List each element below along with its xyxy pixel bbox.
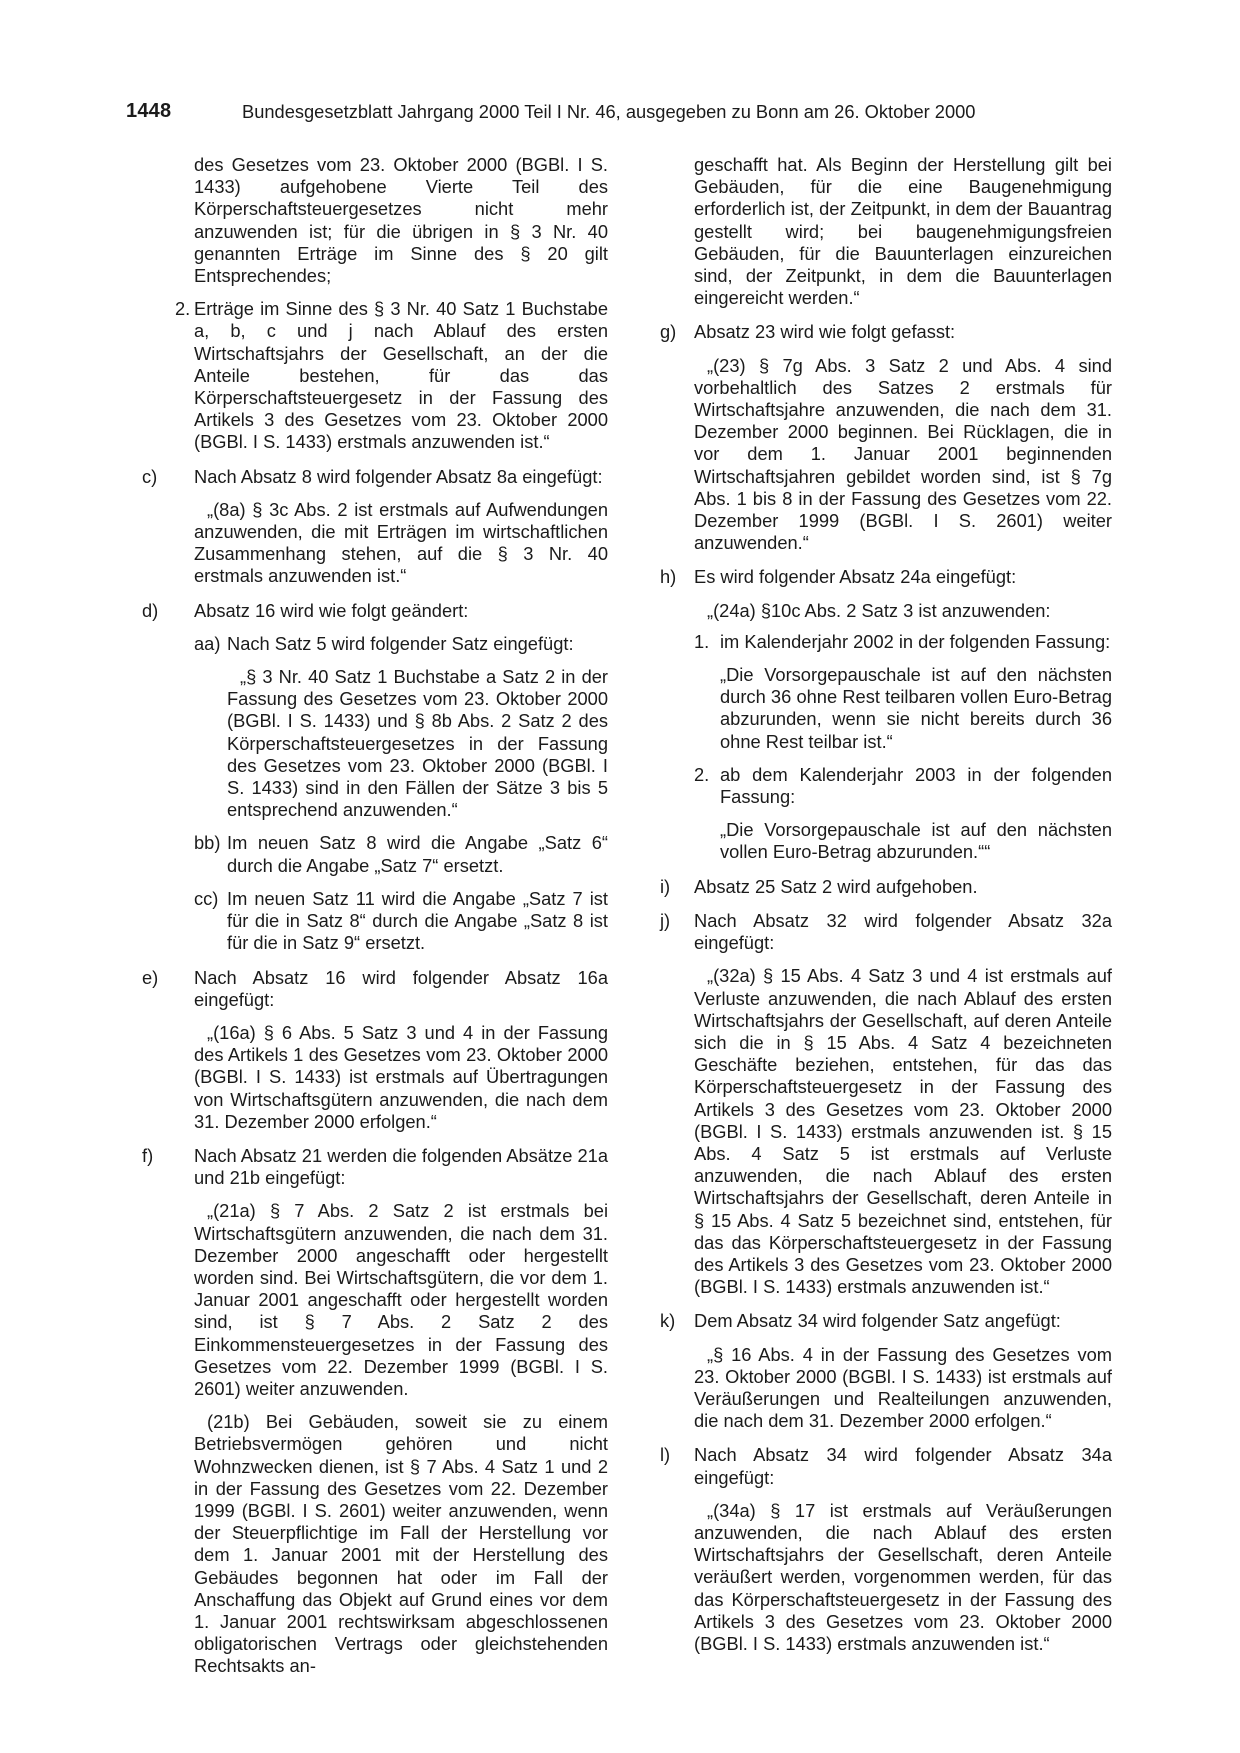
subsection-cc-label: cc) <box>194 887 219 909</box>
list-item-2-text: Erträge im Sinne des § 3 Nr. 40 Satz 1 Buchstabe a, b, c und j nach Ablauf des ersten Wirtschaftsjahrs der Gesellschaft, an der die Anteile bestehen, für das das Körperschaftsteuergesetz in der Fassung des Artikels 3 des Gesetzes vom 23. Oktober 2000 (BGBl. I S. 1433) erstmals anzuwenden ist.“ <box>194 298 608 453</box>
section-i-text: Absatz 25 Satz 2 wird aufgehoben. <box>694 875 978 897</box>
section-k-label: k) <box>660 1310 676 1332</box>
section-c-text: Nach Absatz 8 wird folgender Absatz 8a eingefügt: <box>194 465 603 487</box>
section-h-item-1-quote: „Die Vorsorgepauschale ist auf den nächsten durch 36 ohne Rest teilbaren vollen Euro-Betrag abzurunden, wenn sie nicht bereits durch 36 ohne Rest teilbar ist.“ <box>720 664 1112 752</box>
section-f-label: f) <box>142 1144 154 1166</box>
section-l <box>660 1444 1112 1488</box>
section-l-quote: „(34a) § 17 ist erstmals auf Veräußerungen anzuwenden, die nach Ablauf des ersten Wirtschaftsjahrs der Gesellschaft, deren Anteile veräußert werden, vorgenommen werden, für das das Körperschaftsteuergesetz in der Fassung des Artikels 3 des Gesetzes vom 23. Oktober 2000 (BGBl. I S. 1433) erstmals anzuwenden ist.“ <box>694 1499 1112 1654</box>
section-h-label: h) <box>660 566 677 588</box>
subsection-aa-text: Nach Satz 5 wird folgender Satz eingefügt: <box>227 632 574 654</box>
running-header: Bundesgesetzblatt Jahrgang 2000 Teil I Nr. 46, ausgegeben zu Bonn am 26. Oktober 2000 <box>242 101 976 122</box>
section-k-text: Dem Absatz 34 wird folgender Satz angefügt: <box>694 1310 1061 1332</box>
section-h-item-2-text: ab dem Kalenderjahr 2003 in der folgenden Fassung: <box>720 763 1112 808</box>
section-f-text: Nach Absatz 21 werden die folgenden Absätze 21a und 21b eingefügt: <box>194 1144 608 1189</box>
section-j-label: j) <box>660 909 671 931</box>
section-h-item-2 <box>660 764 1112 808</box>
section-h-item-2-label: 2. <box>694 763 710 785</box>
section-h-text: Es wird folgender Absatz 24a eingefügt: <box>694 566 1017 588</box>
subsection-aa-quote: „§ 3 Nr. 40 Satz 1 Buchstabe a Satz 2 in der Fassung des Gesetzes vom 23. Oktober 2000 (BGBl. I S. 1433) und § 8b Abs. 2 Satz 2 des Körperschaftsteuergesetzes in der Fassung des Gesetzes vom 23. Oktober 2000 (BGBl. I S. 1433) sind in den Fällen der Sätze 3 bis 5 entsprechend anzuwenden.“ <box>227 666 608 821</box>
section-c <box>142 465 608 488</box>
section-i-label: i) <box>660 875 671 897</box>
section-g-label: g) <box>660 321 677 343</box>
section-c-quote: „(8a) § 3c Abs. 2 ist erstmals auf Aufwendungen anzuwenden, die mit Erträgen im wirtschaftlichen Zusammenhang stehen, auf die § 3 Nr. 40 erstmals anzuwenden ist.“ <box>194 498 608 587</box>
section-e-text: Nach Absatz 16 wird folgender Absatz 16a eingefügt: <box>194 966 608 1010</box>
section-h-item-1-label: 1. <box>694 630 710 652</box>
subsection-aa-label: aa) <box>194 632 221 654</box>
section-f <box>142 1144 608 1189</box>
section-h-item-2-quote: „Die Vorsorgepauschale ist auf den nächsten vollen Euro-Betrag abzurunden.““ <box>720 819 1112 863</box>
continued-paragraph-right: geschafft hat. Als Beginn der Herstellung gilt bei Gebäuden, für die eine Baugenehmigung erforderlich ist, der Zeitpunkt, in dem der Bauantrag gestellt wird; bei baugenehmigungsfreien Gebäuden, für die Bauunterlagen einzureichen sind, der Zeitpunkt, in dem die Bauunterlagen eingereicht werden.“ <box>694 154 1112 309</box>
section-j <box>660 910 1112 954</box>
section-j-text: Nach Absatz 32 wird folgender Absatz 32a eingefügt: <box>694 909 1112 954</box>
section-l-text: Nach Absatz 34 wird folgender Absatz 34a eingefügt: <box>694 1444 1112 1488</box>
section-f-quote-21a: „(21a) § 7 Abs. 2 Satz 2 ist erstmals bei Wirtschaftsgütern anzuwenden, die nach dem 31. Dezember 2000 angeschafft oder hergestellt worden sind. Bei Wirtschaftsgütern, die vor dem 1. Januar 2001 angeschafft oder hergestellt worden sind, ist § 7 Abs. 2 Satz 2 des Einkommensteuergesetzes in der Fassung des Gesetzes vom 22. Dezember 1999 (BGBl. I S. 2601) weiter anzuwenden. <box>194 1200 608 1399</box>
subsection-aa <box>160 633 608 655</box>
section-i <box>660 876 1112 898</box>
section-e-label: e) <box>142 966 159 988</box>
section-d <box>142 599 608 622</box>
section-h-item-1 <box>660 631 1112 653</box>
section-g-text: Absatz 23 wird wie folgt gefasst: <box>694 321 956 343</box>
list-item-2 <box>160 298 608 453</box>
section-d-label: d) <box>142 599 159 621</box>
subsection-cc-text: Im neuen Satz 11 wird die Angabe „Satz 7 ist für die in Satz 8“ durch die Angabe „Satz 8 ist für die in Satz 9“ ersetzt. <box>227 887 608 954</box>
section-h-quote: „(24a) §10c Abs. 2 Satz 3 ist anzuwenden: <box>707 599 1051 621</box>
section-f-quote-21b: (21b) Bei Gebäuden, soweit sie zu einem Betriebsvermögen gehören und nicht Wohnzwecken dienen, ist § 7 Abs. 4 Satz 1 und 2 in der Fassung des Gesetzes vom 22. Dezember 1999 (BGBl. I S. 2601) weiter anzuwenden, wenn der Steuerpflichtige im Fall der Herstellung vor dem 1. Januar 2001 mit der Herstellung des Gebäudes begonnen hat oder im Fall der Anschaffung das Objekt auf Grund eines vor dem 1. Januar 2001 rechtswirksam abgeschlossenen obligatorischen Vertrags oder gleichstehenden Rechtsakts an- <box>194 1411 608 1677</box>
left-column <box>142 154 608 1678</box>
section-c-label: c) <box>142 465 158 487</box>
section-g-quote: „(23) § 7g Abs. 3 Satz 2 und Abs. 4 sind vorbehaltlich des Satzes 2 erstmals für Wirtschaftsjahre anzuwenden, die nach dem 31. Dezember 2000 beginnen. Bei Rücklagen, die in vor dem 1. Januar 2001 beginnenden Wirtschaftsjahren gebildet worden sind, ist § 7g Abs. 1 bis 8 in der Fassung des Gesetzes vom 22. Dezember 1999 (BGBl. I S. 2601) weiter anzuwenden.“ <box>694 354 1112 554</box>
section-k <box>660 1310 1112 1332</box>
section-k-quote: „§ 16 Abs. 4 in der Fassung des Gesetzes vom 23. Oktober 2000 (BGBl. I S. 1433) ist erstmals auf Veräußerungen und Realteilungen anzuwenden, die nach dem 31. Dezember 2000 erfolgen.“ <box>694 1343 1112 1432</box>
section-g <box>660 321 1112 343</box>
section-h <box>660 566 1112 588</box>
continued-paragraph: des Gesetzes vom 23. Oktober 2000 (BGBl. I S. 1433) aufgehobene Vierte Teil des Körperschaftsteuergesetzes nicht mehr anzuwenden ist; für die übrigen in § 3 Nr. 40 genannten Erträge im Sinne des § 20 gilt Entsprechendes; <box>194 154 608 287</box>
subsection-bb <box>160 832 608 876</box>
page-number: 1448 <box>126 100 172 122</box>
section-e <box>142 966 608 1011</box>
right-column <box>660 154 1112 1655</box>
section-e-quote: „(16a) § 6 Abs. 5 Satz 3 und 4 in der Fassung des Artikels 1 des Gesetzes vom 23. Oktober 2000 (BGBl. I S. 1433) ist erstmals auf Übertragungen von Wirtschaftsgütern anzuwenden, die nach dem 31. Dezember 2000 erfolgen.“ <box>194 1021 608 1132</box>
subsection-bb-text: Im neuen Satz 8 wird die Angabe „Satz 6“ durch die Angabe „Satz 7“ ersetzt. <box>227 832 608 876</box>
section-j-quote: „(32a) § 15 Abs. 4 Satz 3 und 4 ist erstmals auf Verluste anzuwenden, die nach Ablauf des ersten Wirtschaftsjahrs der Gesellschaft, auf deren Anteile sich die in § 15 Abs. 4 Satz 4 bezeichneten Geschäfte beziehen, entstehen, für das das Körperschaftsteuergesetz in der Fassung des Artikels 3 des Gesetzes vom 23. Oktober 2000 (BGBl. I S. 1433) erstmals anzuwenden ist. § 15 Abs. 4 Satz 5 ist erstmals auf Verluste anzuwenden, die nach Ablauf des ersten Wirtschaftsjahrs der Gesellschaft, deren Anteile in § 15 Abs. 4 Satz 5 bezeichnet sind, entstehen, für das das Körperschaftsteuergesetz in der Fassung des Artikels 3 des Gesetzes vom 23. Oktober 2000 (BGBl. I S. 1433) erstmals anzuwenden ist.“ <box>694 965 1112 1298</box>
subsection-bb-label: bb) <box>194 832 221 854</box>
section-h-item-1-text: im Kalenderjahr 2002 in der folgenden Fassung: <box>720 630 1111 652</box>
list-item-2-label: 2. <box>175 298 191 320</box>
section-l-label: l) <box>660 1444 671 1466</box>
subsection-cc <box>160 888 608 955</box>
section-d-text: Absatz 16 wird wie folgt geändert: <box>194 599 469 621</box>
